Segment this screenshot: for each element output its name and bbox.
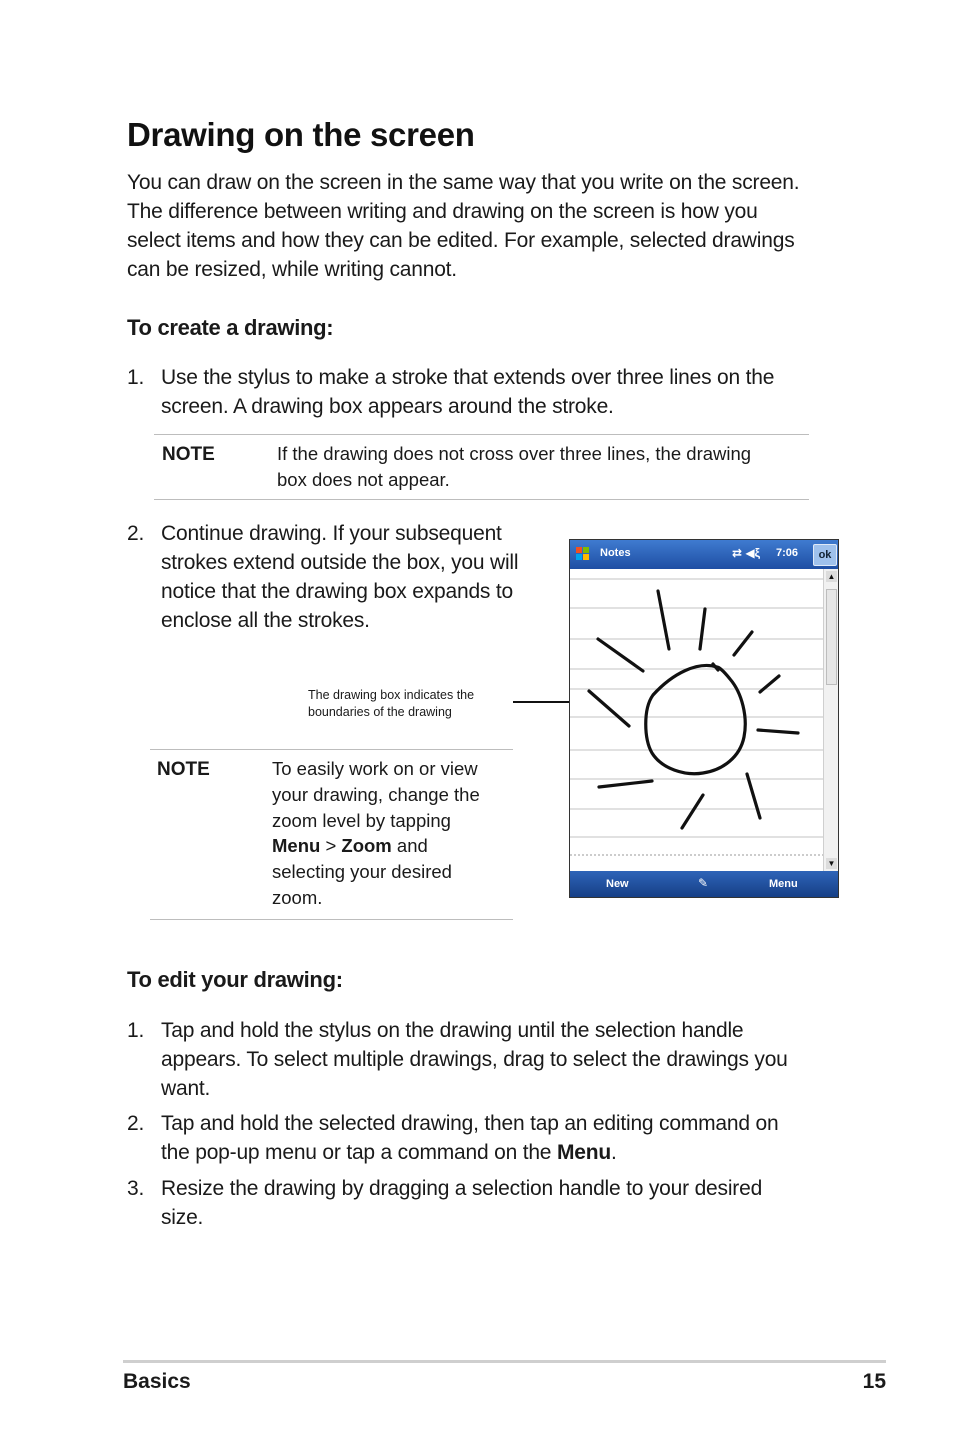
step-text	[161, 363, 774, 421]
vertical-scrollbar[interactable]	[823, 569, 839, 871]
drawing-canvas[interactable]	[570, 569, 823, 871]
step-number: 1.	[127, 366, 145, 389]
create-step-2	[127, 519, 547, 639]
step-number: 1.	[127, 1019, 145, 1042]
step-line: enclose all the strokes.	[161, 609, 370, 632]
intro-paragraph	[127, 168, 847, 284]
step-line: appears. To select multiple drawings, drag to select the drawings you	[161, 1048, 788, 1071]
clock[interactable]: 7:06	[776, 547, 799, 559]
scroll-up-arrow-icon[interactable]: ▲	[827, 572, 836, 581]
page-title: Drawing on the screen	[127, 116, 475, 153]
step-line: want.	[161, 1077, 211, 1100]
step-line	[161, 1138, 778, 1167]
callout-line-text: The drawing box indicates the	[308, 688, 475, 702]
intro-line: select items and how they can be edited. For example, selected drawings	[127, 229, 795, 252]
intro-line: can be resized, while writing cannot.	[127, 258, 457, 281]
menu-softkey[interactable]: Menu	[769, 878, 798, 890]
step-line: size.	[161, 1206, 204, 1229]
step-number: 2.	[127, 522, 145, 545]
callout-line-text: boundaries of the drawing	[308, 705, 452, 719]
note-box-2	[150, 749, 513, 920]
step-text	[161, 1016, 788, 1103]
device-title-bar	[570, 540, 838, 569]
step-line: strokes extend outside the box, you will	[161, 551, 519, 574]
footer-section: Basics	[123, 1370, 191, 1393]
step-number: 3.	[127, 1177, 145, 1200]
note-text	[272, 756, 507, 911]
note-line	[272, 833, 507, 859]
sun-strokes	[589, 591, 798, 828]
edit-step-1	[127, 1016, 837, 1106]
windows-start-icon[interactable]	[576, 547, 590, 561]
note-box-1	[154, 434, 809, 500]
step-text-part: the pop-up menu or tap a command on the	[161, 1141, 557, 1164]
note-line: If the drawing does not cross over three lines, the drawing	[277, 443, 752, 464]
note-line: zoom level by tapping	[272, 809, 451, 831]
edit-step-3	[127, 1174, 837, 1234]
notes-app-screenshot	[569, 539, 839, 898]
menu-keyword: Menu	[272, 835, 321, 857]
step-line: Continue drawing. If your subsequent	[161, 522, 502, 545]
intro-line: The difference between writing and drawing on the screen is how you	[127, 200, 758, 223]
app-title: Notes	[600, 547, 631, 559]
step-text	[161, 1109, 778, 1167]
step-text	[161, 1174, 762, 1232]
drawing-box-callout	[308, 687, 508, 721]
note-and: and	[391, 835, 428, 857]
edit-step-2	[127, 1109, 837, 1169]
menu-separator: >	[320, 835, 342, 857]
note-line: selecting your desired	[272, 861, 452, 883]
step-line: Tap and hold the selected drawing, then tap an editing command on	[161, 1112, 779, 1135]
step-text	[161, 519, 518, 635]
step-line: Use the stylus to make a stroke that extends over three lines on the	[161, 366, 775, 389]
step-line: notice that the drawing box expands to	[161, 580, 513, 603]
note-line: box does not appear.	[277, 469, 450, 490]
new-softkey[interactable]: New	[606, 878, 629, 890]
sun-drawing	[570, 569, 823, 871]
note-line: your drawing, change the	[272, 783, 480, 805]
step-text-part: .	[610, 1141, 617, 1164]
menu-keyword: Menu	[556, 1141, 611, 1164]
device-menu-bar	[570, 871, 838, 897]
scroll-thumb[interactable]	[826, 589, 837, 685]
pen-icon[interactable]: ✎	[698, 876, 709, 890]
edit-heading: To edit your drawing:	[127, 967, 343, 992]
note-label: NOTE	[162, 444, 215, 465]
footer-divider	[123, 1360, 886, 1363]
intro-line: You can draw on the screen in the same way that you write on the screen.	[127, 171, 800, 194]
note-text	[277, 441, 751, 493]
note-label: NOTE	[157, 759, 210, 780]
create-step-1	[127, 363, 827, 423]
step-line: Resize the drawing by dragging a selection handle to your desired	[161, 1177, 763, 1200]
step-line: Tap and hold the stylus on the drawing until the selection handle	[161, 1019, 744, 1042]
page-number: 15	[862, 1370, 886, 1393]
scroll-down-arrow-icon[interactable]: ▼	[827, 859, 836, 868]
ok-button[interactable]: ok	[813, 544, 837, 566]
note-line: To easily work on or view	[272, 758, 478, 779]
connectivity-volume-icons[interactable]: ⇄ ◀ξ	[732, 546, 760, 560]
step-number: 2.	[127, 1112, 145, 1135]
note-line: zoom.	[272, 886, 323, 908]
create-heading: To create a drawing:	[127, 315, 334, 340]
step-line: screen. A drawing box appears around the stroke.	[161, 395, 614, 418]
zoom-keyword: Zoom	[341, 835, 392, 857]
